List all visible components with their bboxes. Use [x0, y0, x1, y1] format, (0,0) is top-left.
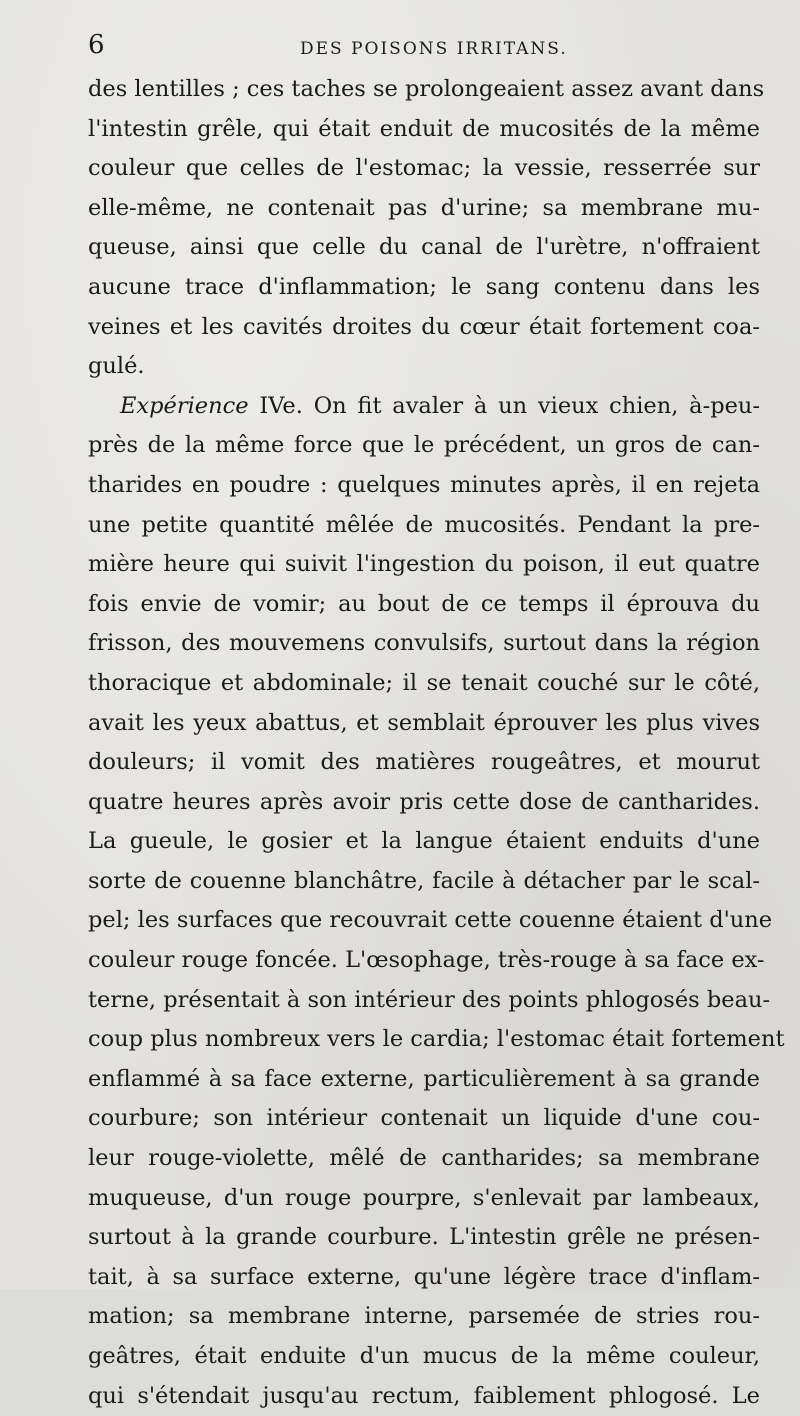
text-line: douleurs; il vomit des matières rougeâtres, et mourut — [88, 749, 760, 776]
text-line: courbure; son intérieur contenait un liquide d'une cou- — [88, 1105, 760, 1132]
text-line: coup plus nombreux vers le cardia; l'estomac était fortement — [88, 1026, 785, 1053]
text-line: qui s'étendait jusqu'au rectum, faiblement phlogosé. Le — [88, 1382, 760, 1409]
text-line: tait, à sa surface externe, qu'une légère trace d'inflam- — [88, 1263, 760, 1290]
text-line: mation; sa membrane interne, parsemée de stries rou- — [88, 1303, 760, 1330]
text-line: aucune trace d'inflammation; le sang contenu dans les — [88, 273, 760, 300]
text-line: des lentilles ; ces taches se prolongeaient assez avant dans — [88, 76, 765, 102]
text-line: thoracique et abdominale; il se tenait couché sur le côté, — [88, 669, 760, 696]
text-line: geâtres, était enduite d'un mucus de la même couleur, — [88, 1343, 760, 1369]
text-line: l'intestin grêle, qui était enduit de mucosités de la même — [88, 115, 760, 142]
page-number: 6 — [88, 30, 105, 60]
text-line: La gueule, le gosier et la langue étaient enduits d'une — [88, 828, 760, 855]
text-line: elle-même, ne contenait pas d'urine; sa membrane mu- — [88, 194, 760, 221]
text-line: frisson, des mouvemens convulsifs, surtout dans la région — [88, 630, 760, 657]
text-line: tharides en poudre : quelques minutes après, il en rejeta — [88, 471, 760, 498]
text-line: surtout à la grande courbure. L'intestin grêle ne présen- — [88, 1224, 760, 1251]
text-line: pel; les surfaces que recouvrait cette couenne étaient d'une — [88, 907, 773, 934]
text-line: queuse, ainsi que celle du canal de l'urètre, n'offraient — [88, 234, 760, 261]
text-line: mière heure qui suivit l'ingestion du poison, il eut quatre — [88, 551, 760, 578]
text-line: fois envie de vomir; au bout de ce temps il éprouva du — [88, 590, 760, 617]
body-text — [88, 70, 785, 1416]
text-line: couleur que celles de l'estomac; la vessie, resserrée sur — [88, 155, 760, 182]
text-line: couleur rouge foncée. L'œsophage, très-rouge à sa face ex- — [88, 947, 765, 974]
text-line: gulé. — [88, 353, 145, 380]
text-line: quatre heures après avoir pris cette dose de cantharides. — [88, 788, 760, 815]
text-line: leur rouge-violette, mêlé de cantharides; sa membrane — [88, 1145, 760, 1172]
text-line: veines et les cavités droites du cœur était fortement coa- — [88, 313, 760, 340]
experience-number: IVe. — [259, 392, 303, 419]
text-line: sorte de couenne blanchâtre, facile à détacher par le scal- — [88, 867, 760, 894]
text-line: terne, présentait à son intérieur des points phlogosés beau- — [88, 986, 771, 1013]
experience-heading-line — [88, 387, 760, 427]
text-line-fragment: On fit avaler à un vieux chien, à-peu- — [313, 392, 761, 419]
text-line: une petite quantité mêlée de mucosités. Pendant la pre- — [88, 511, 760, 538]
text-line: enflammé à sa face externe, particulièrement à sa grande — [88, 1065, 760, 1092]
text-line: près de la même force que le précédent, un gros de can- — [88, 432, 760, 459]
text-line: muqueuse, d'un rouge pourpre, s'enlevait par lambeaux, — [88, 1184, 760, 1211]
experience-label: Expérience — [120, 392, 249, 419]
running-head: DES POISONS IRRITANS. — [300, 39, 568, 59]
text-line: avait les yeux abattus, et semblait éprouver les plus vives — [88, 709, 760, 736]
page-header — [88, 26, 740, 66]
